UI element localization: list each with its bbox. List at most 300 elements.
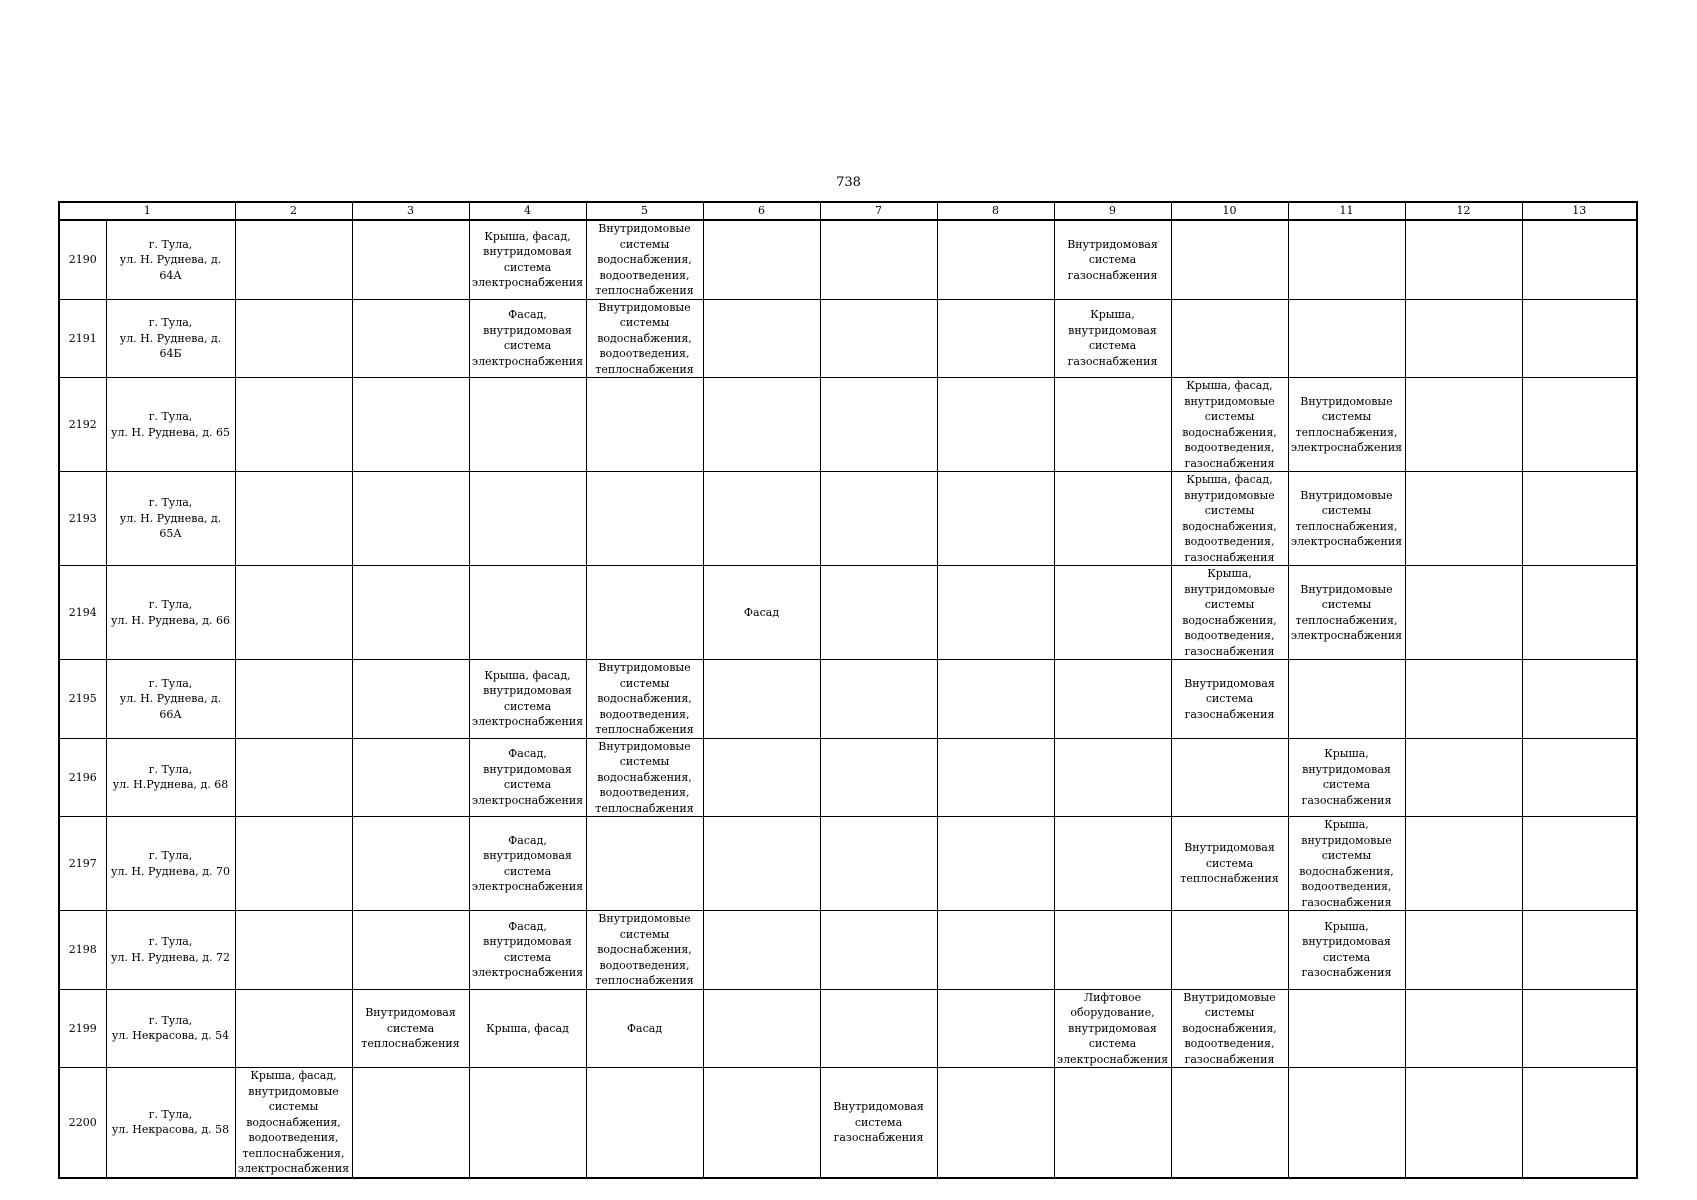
- work-cell-col-3: [352, 220, 469, 299]
- address-cell: [106, 1068, 235, 1178]
- cell-text-line: Крыша, фасад,: [1186, 473, 1273, 486]
- column-header-9: 9: [1054, 202, 1171, 220]
- cell-text-line: Крыша, фасад,: [484, 668, 571, 682]
- cell-text-line: газоснабжения: [1301, 793, 1392, 807]
- cell-text-line: системы: [1321, 410, 1372, 423]
- row-number: 2191: [59, 299, 106, 378]
- cell-text-line: теплоснабжения: [595, 362, 694, 376]
- cell-text-line: система: [503, 339, 552, 353]
- cell-text-line: Внутридомовая: [1184, 841, 1275, 855]
- cell-text-line: ул. Н. Руднева, д. 72: [110, 950, 231, 964]
- cell-text-line: ул. Н. Руднева, д. 65А: [119, 511, 222, 541]
- cell-text-line: система: [503, 864, 552, 878]
- work-cell-col-11: [1288, 1068, 1405, 1178]
- cell-text-line: оборудование,: [1070, 1006, 1155, 1019]
- row-number: 2197: [59, 817, 106, 911]
- work-cell-col-4: [469, 660, 586, 739]
- work-cell-col-9: [1054, 660, 1171, 739]
- cell-text-line: Фасад: [743, 605, 780, 619]
- table-row: [59, 220, 1637, 299]
- work-cell-col-3: [352, 1068, 469, 1178]
- work-cell-col-10: [1171, 1068, 1288, 1178]
- cell-text-line: Внутридомовые: [598, 300, 691, 314]
- work-cell-col-11: [1288, 660, 1405, 739]
- cell-text-line: Крыша,: [1324, 818, 1369, 831]
- cell-text-line: Внутридомовые: [598, 661, 691, 674]
- cell-text-line: теплоснабжения: [595, 284, 694, 297]
- work-cell-col-7: [820, 378, 937, 472]
- work-cell-col-4: [469, 817, 586, 911]
- work-cell-col-4: [469, 911, 586, 990]
- work-cell-col-8: [937, 989, 1054, 1068]
- cell-text-line: системы: [268, 1100, 319, 1113]
- work-cell-col-11: [1288, 817, 1405, 911]
- cell-text-line: теплоснабжения,: [1295, 613, 1398, 627]
- work-cell-col-12: [1405, 220, 1522, 299]
- work-cell-col-6: [703, 566, 820, 660]
- cell-text-line: системы: [1204, 504, 1255, 517]
- column-header-11: 11: [1288, 202, 1405, 220]
- row-number: 2195: [59, 660, 106, 739]
- repair-schedule-table: [58, 201, 1638, 1179]
- work-cell-col-10: [1171, 911, 1288, 990]
- cell-text-line: электроснабжения: [471, 715, 584, 729]
- work-cell-col-6: [703, 378, 820, 472]
- work-cell-col-5: [586, 566, 703, 660]
- work-cell-col-9: [1054, 220, 1171, 299]
- work-cell-col-8: [937, 472, 1054, 566]
- work-cell-col-13: [1522, 738, 1637, 817]
- work-cell-col-8: [937, 220, 1054, 299]
- cell-text-line: Фасад,: [508, 308, 547, 322]
- work-cell-col-10: [1171, 378, 1288, 472]
- column-header-3: 3: [352, 202, 469, 220]
- address-cell: [106, 660, 235, 739]
- cell-text-line: г. Тула,: [148, 1013, 193, 1027]
- cell-text-line: система: [1205, 856, 1254, 870]
- work-cell-col-9: [1054, 989, 1171, 1068]
- cell-text-line: водоснабжения,: [597, 943, 692, 956]
- cell-text-line: Крыша, фасад,: [250, 1069, 337, 1082]
- address-cell: [106, 989, 235, 1068]
- work-cell-col-12: [1405, 817, 1522, 911]
- cell-text-line: система: [854, 1115, 903, 1129]
- work-cell-col-7: [820, 566, 937, 660]
- cell-text-line: Фасад,: [508, 833, 547, 847]
- cell-text-line: внутридомовая: [483, 245, 572, 259]
- work-cell-col-8: [937, 378, 1054, 472]
- work-cell-col-5: [586, 1068, 703, 1178]
- table-row: [59, 660, 1637, 739]
- table-row: [59, 911, 1637, 990]
- cell-text-line: теплоснабжения,: [242, 1146, 345, 1160]
- cell-text-line: системы: [1321, 598, 1372, 611]
- cell-text-line: водоотведения,: [248, 1131, 339, 1144]
- cell-text-line: системы: [619, 316, 670, 329]
- cell-text-line: газоснабжения: [1301, 895, 1392, 909]
- work-cell-col-2: [235, 660, 352, 739]
- cell-text-line: г. Тула,: [148, 849, 193, 862]
- work-cell-col-2: [235, 738, 352, 817]
- work-cell-col-9: [1054, 299, 1171, 378]
- cell-text-line: ул. Н. Руднева, д. 66: [110, 613, 231, 627]
- work-cell-col-7: [820, 299, 937, 378]
- work-cell-col-13: [1522, 472, 1637, 566]
- work-cell-col-7: [820, 472, 937, 566]
- cell-text-line: водоснабжения,: [1299, 864, 1394, 878]
- cell-text-line: системы: [619, 927, 670, 941]
- work-cell-col-9: [1054, 1068, 1171, 1178]
- table-row: [59, 472, 1637, 566]
- work-cell-col-8: [937, 299, 1054, 378]
- cell-text-line: система: [1088, 1037, 1137, 1050]
- cell-text-line: электроснабжения: [471, 793, 584, 807]
- cell-text-line: система: [386, 1021, 435, 1035]
- cell-text-line: Внутридомовые: [1300, 582, 1393, 596]
- cell-text-line: газоснабжения: [833, 1131, 924, 1144]
- cell-text-line: водоотведения,: [599, 268, 690, 282]
- work-cell-col-7: [820, 817, 937, 911]
- cell-text-line: водоотведения,: [599, 347, 690, 360]
- cell-text-line: Внутридомовая: [833, 1100, 924, 1113]
- work-cell-col-11: [1288, 299, 1405, 378]
- work-cell-col-3: [352, 660, 469, 739]
- cell-text-line: система: [1205, 692, 1254, 705]
- cell-text-line: система: [503, 260, 552, 274]
- work-cell-col-10: [1171, 299, 1288, 378]
- cell-text-line: Фасад,: [508, 919, 547, 933]
- work-cell-col-11: [1288, 566, 1405, 660]
- cell-text-line: водоснабжения,: [1182, 425, 1277, 439]
- cell-text-line: внутридомовые: [1184, 582, 1275, 596]
- cell-text-line: водоотведения,: [599, 707, 690, 721]
- work-cell-col-4: [469, 566, 586, 660]
- cell-text-line: ул. Некрасова, д. 54: [111, 1029, 230, 1043]
- work-cell-col-7: [820, 660, 937, 739]
- cell-text-line: газоснабжения: [1301, 966, 1392, 980]
- work-cell-col-6: [703, 738, 820, 817]
- cell-text-line: внутридомовая: [483, 935, 572, 949]
- cell-text-line: система: [1088, 253, 1137, 266]
- work-cell-col-13: [1522, 220, 1637, 299]
- cell-text-line: Внутридомовые: [1300, 394, 1393, 408]
- cell-text-line: ул. Н. Руднева, д. 64А: [119, 253, 222, 282]
- cell-text-line: теплоснабжения: [595, 974, 694, 987]
- row-number: 2192: [59, 378, 106, 472]
- work-cell-col-4: [469, 220, 586, 299]
- cell-text-line: газоснабжения: [1184, 550, 1275, 564]
- table-row: [59, 989, 1637, 1068]
- cell-text-line: газоснабжения: [1184, 707, 1275, 721]
- work-cell-col-5: [586, 989, 703, 1068]
- work-cell-col-2: [235, 1068, 352, 1178]
- column-header-2: 2: [235, 202, 352, 220]
- work-cell-col-3: [352, 378, 469, 472]
- work-cell-col-12: [1405, 911, 1522, 990]
- cell-text-line: водоснабжения,: [597, 692, 692, 705]
- cell-text-line: водоотведения,: [1184, 535, 1275, 548]
- cell-text-line: системы: [1204, 410, 1255, 423]
- work-cell-col-2: [235, 989, 352, 1068]
- cell-text-line: Крыша,: [1324, 919, 1369, 933]
- work-cell-col-6: [703, 911, 820, 990]
- cell-text-line: электроснабжения: [471, 880, 584, 893]
- work-cell-col-12: [1405, 378, 1522, 472]
- column-header-4: 4: [469, 202, 586, 220]
- column-header-7: 7: [820, 202, 937, 220]
- work-cell-col-4: [469, 472, 586, 566]
- cell-text-line: Внутридомовая: [1184, 676, 1275, 690]
- cell-text-line: Крыша,: [1324, 747, 1369, 761]
- cell-text-line: водоотведения,: [599, 958, 690, 972]
- row-number: 2190: [59, 220, 106, 299]
- cell-text-line: г. Тула,: [148, 762, 193, 776]
- address-cell: [106, 220, 235, 299]
- work-cell-col-10: [1171, 817, 1288, 911]
- cell-text-line: ул. Н.Руднева, д. 68: [112, 778, 229, 792]
- address-cell: [106, 472, 235, 566]
- work-cell-col-3: [352, 738, 469, 817]
- cell-text-line: внутридомовые: [1184, 394, 1275, 408]
- work-cell-col-8: [937, 566, 1054, 660]
- cell-text-line: внутридомовая: [1302, 762, 1391, 776]
- table-row: [59, 378, 1637, 472]
- work-cell-col-7: [820, 989, 937, 1068]
- cell-text-line: внутридомовые: [1301, 833, 1392, 847]
- work-cell-col-6: [703, 660, 820, 739]
- cell-text-line: Фасад: [626, 1021, 663, 1035]
- cell-text-line: система: [503, 778, 552, 792]
- work-cell-col-3: [352, 299, 469, 378]
- work-cell-col-5: [586, 817, 703, 911]
- work-cell-col-3: [352, 911, 469, 990]
- column-header-12: 12: [1405, 202, 1522, 220]
- work-cell-col-13: [1522, 299, 1637, 378]
- work-cell-col-12: [1405, 1068, 1522, 1178]
- cell-text-line: системы: [1321, 504, 1372, 517]
- column-header-5: 5: [586, 202, 703, 220]
- cell-text-line: газоснабжения: [1184, 644, 1275, 658]
- row-number: 2199: [59, 989, 106, 1068]
- work-cell-col-5: [586, 472, 703, 566]
- work-cell-col-6: [703, 299, 820, 378]
- cell-text-line: внутридомовая: [1302, 935, 1391, 949]
- cell-text-line: водоснабжения,: [1182, 519, 1277, 533]
- cell-text-line: ул. Некрасова, д. 58: [111, 1123, 230, 1137]
- cell-text-line: газоснабжения: [1067, 268, 1158, 282]
- cell-text-line: внутридомовая: [1068, 323, 1157, 337]
- cell-text-line: Крыша,: [1090, 308, 1135, 322]
- cell-text-line: водоснабжения,: [597, 770, 692, 784]
- work-cell-col-3: [352, 817, 469, 911]
- cell-text-line: внутридомовая: [483, 323, 572, 337]
- work-cell-col-12: [1405, 989, 1522, 1068]
- cell-text-line: г. Тула,: [148, 1107, 193, 1121]
- cell-text-line: электроснабжения: [1290, 535, 1403, 548]
- work-cell-col-11: [1288, 989, 1405, 1068]
- cell-text-line: г. Тула,: [148, 316, 193, 329]
- work-cell-col-7: [820, 911, 937, 990]
- work-cell-col-10: [1171, 472, 1288, 566]
- work-cell-col-4: [469, 1068, 586, 1178]
- work-cell-col-9: [1054, 738, 1171, 817]
- cell-text-line: водоотведения,: [599, 786, 690, 799]
- cell-text-line: внутридомовые: [1184, 488, 1275, 502]
- cell-text-line: Крыша, фасад,: [484, 229, 571, 243]
- work-cell-col-5: [586, 738, 703, 817]
- cell-text-line: система: [503, 950, 552, 964]
- work-cell-col-6: [703, 989, 820, 1068]
- row-number: 2198: [59, 911, 106, 990]
- work-cell-col-5: [586, 378, 703, 472]
- cell-text-line: Внутридомовая: [365, 1006, 456, 1019]
- cell-text-line: газоснабжения: [1184, 456, 1275, 470]
- work-cell-col-9: [1054, 378, 1171, 472]
- cell-text-line: теплоснабжения: [595, 801, 694, 815]
- cell-text-line: водоснабжения,: [1182, 1021, 1277, 1035]
- work-cell-col-9: [1054, 817, 1171, 911]
- row-number: 2193: [59, 472, 106, 566]
- table-row: [59, 738, 1637, 817]
- work-cell-col-2: [235, 472, 352, 566]
- work-cell-col-5: [586, 220, 703, 299]
- cell-text-line: г. Тула,: [148, 237, 193, 251]
- work-cell-col-3: [352, 566, 469, 660]
- cell-text-line: системы: [1204, 1006, 1255, 1019]
- work-cell-col-6: [703, 472, 820, 566]
- row-number: 2200: [59, 1068, 106, 1178]
- work-cell-col-3: [352, 472, 469, 566]
- page-number: 738: [836, 175, 861, 190]
- table-row: [59, 566, 1637, 660]
- cell-text-line: газоснабжения: [1184, 1052, 1275, 1066]
- work-cell-col-4: [469, 989, 586, 1068]
- cell-text-line: водоснабжения,: [1182, 613, 1277, 627]
- cell-text-line: система: [503, 699, 552, 713]
- work-cell-col-9: [1054, 911, 1171, 990]
- cell-text-line: ул. Н. Руднева, д. 65: [110, 425, 231, 439]
- cell-text-line: теплоснабжения: [361, 1037, 460, 1050]
- cell-text-line: Внутридомовые: [1300, 488, 1393, 502]
- cell-text-line: Внутридомовые: [598, 222, 691, 235]
- address-cell: [106, 378, 235, 472]
- address-cell: [106, 738, 235, 817]
- column-header-10: 10: [1171, 202, 1288, 220]
- work-cell-col-7: [820, 220, 937, 299]
- work-cell-col-6: [703, 220, 820, 299]
- cell-text-line: внутридомовая: [1068, 1021, 1157, 1035]
- cell-text-line: ул. Н. Руднева, д. 66А: [119, 692, 222, 721]
- work-cell-col-9: [1054, 566, 1171, 660]
- cell-text-line: Внутридомовые: [1183, 990, 1276, 1004]
- cell-text-line: системы: [1204, 598, 1255, 611]
- cell-text-line: Крыша,: [1207, 567, 1252, 580]
- work-cell-col-13: [1522, 817, 1637, 911]
- cell-text-line: водоснабжения,: [597, 331, 692, 345]
- cell-text-line: внутридомовая: [483, 849, 572, 862]
- work-cell-col-11: [1288, 378, 1405, 472]
- work-cell-col-4: [469, 299, 586, 378]
- work-cell-col-8: [937, 817, 1054, 911]
- work-cell-col-8: [937, 1068, 1054, 1178]
- work-cell-col-12: [1405, 472, 1522, 566]
- cell-text-line: водоснабжения,: [246, 1115, 341, 1129]
- work-cell-col-10: [1171, 566, 1288, 660]
- work-cell-col-6: [703, 817, 820, 911]
- cell-text-line: г. Тула,: [148, 598, 193, 611]
- work-cell-col-13: [1522, 911, 1637, 990]
- work-cell-col-2: [235, 299, 352, 378]
- table-body: [59, 220, 1637, 1178]
- cell-text-line: электроснабжения: [471, 966, 584, 980]
- work-cell-col-10: [1171, 660, 1288, 739]
- cell-text-line: внутридомовая: [483, 684, 572, 698]
- cell-text-line: внутридомовые: [248, 1084, 339, 1098]
- cell-text-line: ул. Н. Руднева, д. 70: [110, 864, 231, 878]
- cell-text-line: ул. Н. Руднева, д. 64Б: [119, 331, 222, 360]
- cell-text-line: теплоснабжения,: [1295, 519, 1398, 533]
- cell-text-line: теплоснабжения: [595, 723, 694, 736]
- column-header-6: 6: [703, 202, 820, 220]
- cell-text-line: система: [1322, 778, 1371, 792]
- work-cell-col-4: [469, 378, 586, 472]
- work-cell-col-9: [1054, 472, 1171, 566]
- work-cell-col-12: [1405, 660, 1522, 739]
- work-cell-col-13: [1522, 660, 1637, 739]
- work-cell-col-13: [1522, 1068, 1637, 1178]
- work-cell-col-8: [937, 660, 1054, 739]
- work-cell-col-3: [352, 989, 469, 1068]
- cell-text-line: Внутридомовые: [598, 739, 691, 753]
- cell-text-line: электроснабжения: [237, 1162, 350, 1175]
- work-cell-col-5: [586, 911, 703, 990]
- work-cell-col-2: [235, 220, 352, 299]
- work-cell-col-8: [937, 911, 1054, 990]
- table-row: [59, 299, 1637, 378]
- work-cell-col-12: [1405, 566, 1522, 660]
- cell-text-line: электроснабжения: [471, 276, 584, 290]
- work-cell-col-7: [820, 738, 937, 817]
- work-cell-col-2: [235, 911, 352, 990]
- cell-text-line: теплоснабжения: [1180, 872, 1279, 886]
- work-cell-col-2: [235, 378, 352, 472]
- row-number: 2196: [59, 738, 106, 817]
- table-row: [59, 817, 1637, 911]
- work-cell-col-8: [937, 738, 1054, 817]
- work-cell-col-11: [1288, 738, 1405, 817]
- cell-text-line: водоотведения,: [1301, 880, 1392, 893]
- address-cell: [106, 911, 235, 990]
- cell-text-line: г. Тула,: [148, 410, 193, 423]
- cell-text-line: Лифтовое: [1083, 990, 1142, 1004]
- table-header: [59, 202, 1637, 220]
- work-cell-col-11: [1288, 911, 1405, 990]
- address-cell: [106, 566, 235, 660]
- cell-text-line: система: [1322, 950, 1371, 964]
- row-number: 2194: [59, 566, 106, 660]
- work-cell-col-12: [1405, 299, 1522, 378]
- work-cell-col-10: [1171, 738, 1288, 817]
- cell-text-line: газоснабжения: [1067, 354, 1158, 368]
- cell-text-line: системы: [619, 676, 670, 690]
- cell-text-line: электроснабжения: [471, 354, 584, 368]
- cell-text-line: Внутридомовая: [1067, 237, 1158, 251]
- work-cell-col-13: [1522, 566, 1637, 660]
- work-cell-col-7: [820, 1068, 937, 1178]
- cell-text-line: электроснабжения: [1290, 441, 1403, 454]
- column-header-8: 8: [937, 202, 1054, 220]
- cell-text-line: водоотведения,: [1184, 1037, 1275, 1050]
